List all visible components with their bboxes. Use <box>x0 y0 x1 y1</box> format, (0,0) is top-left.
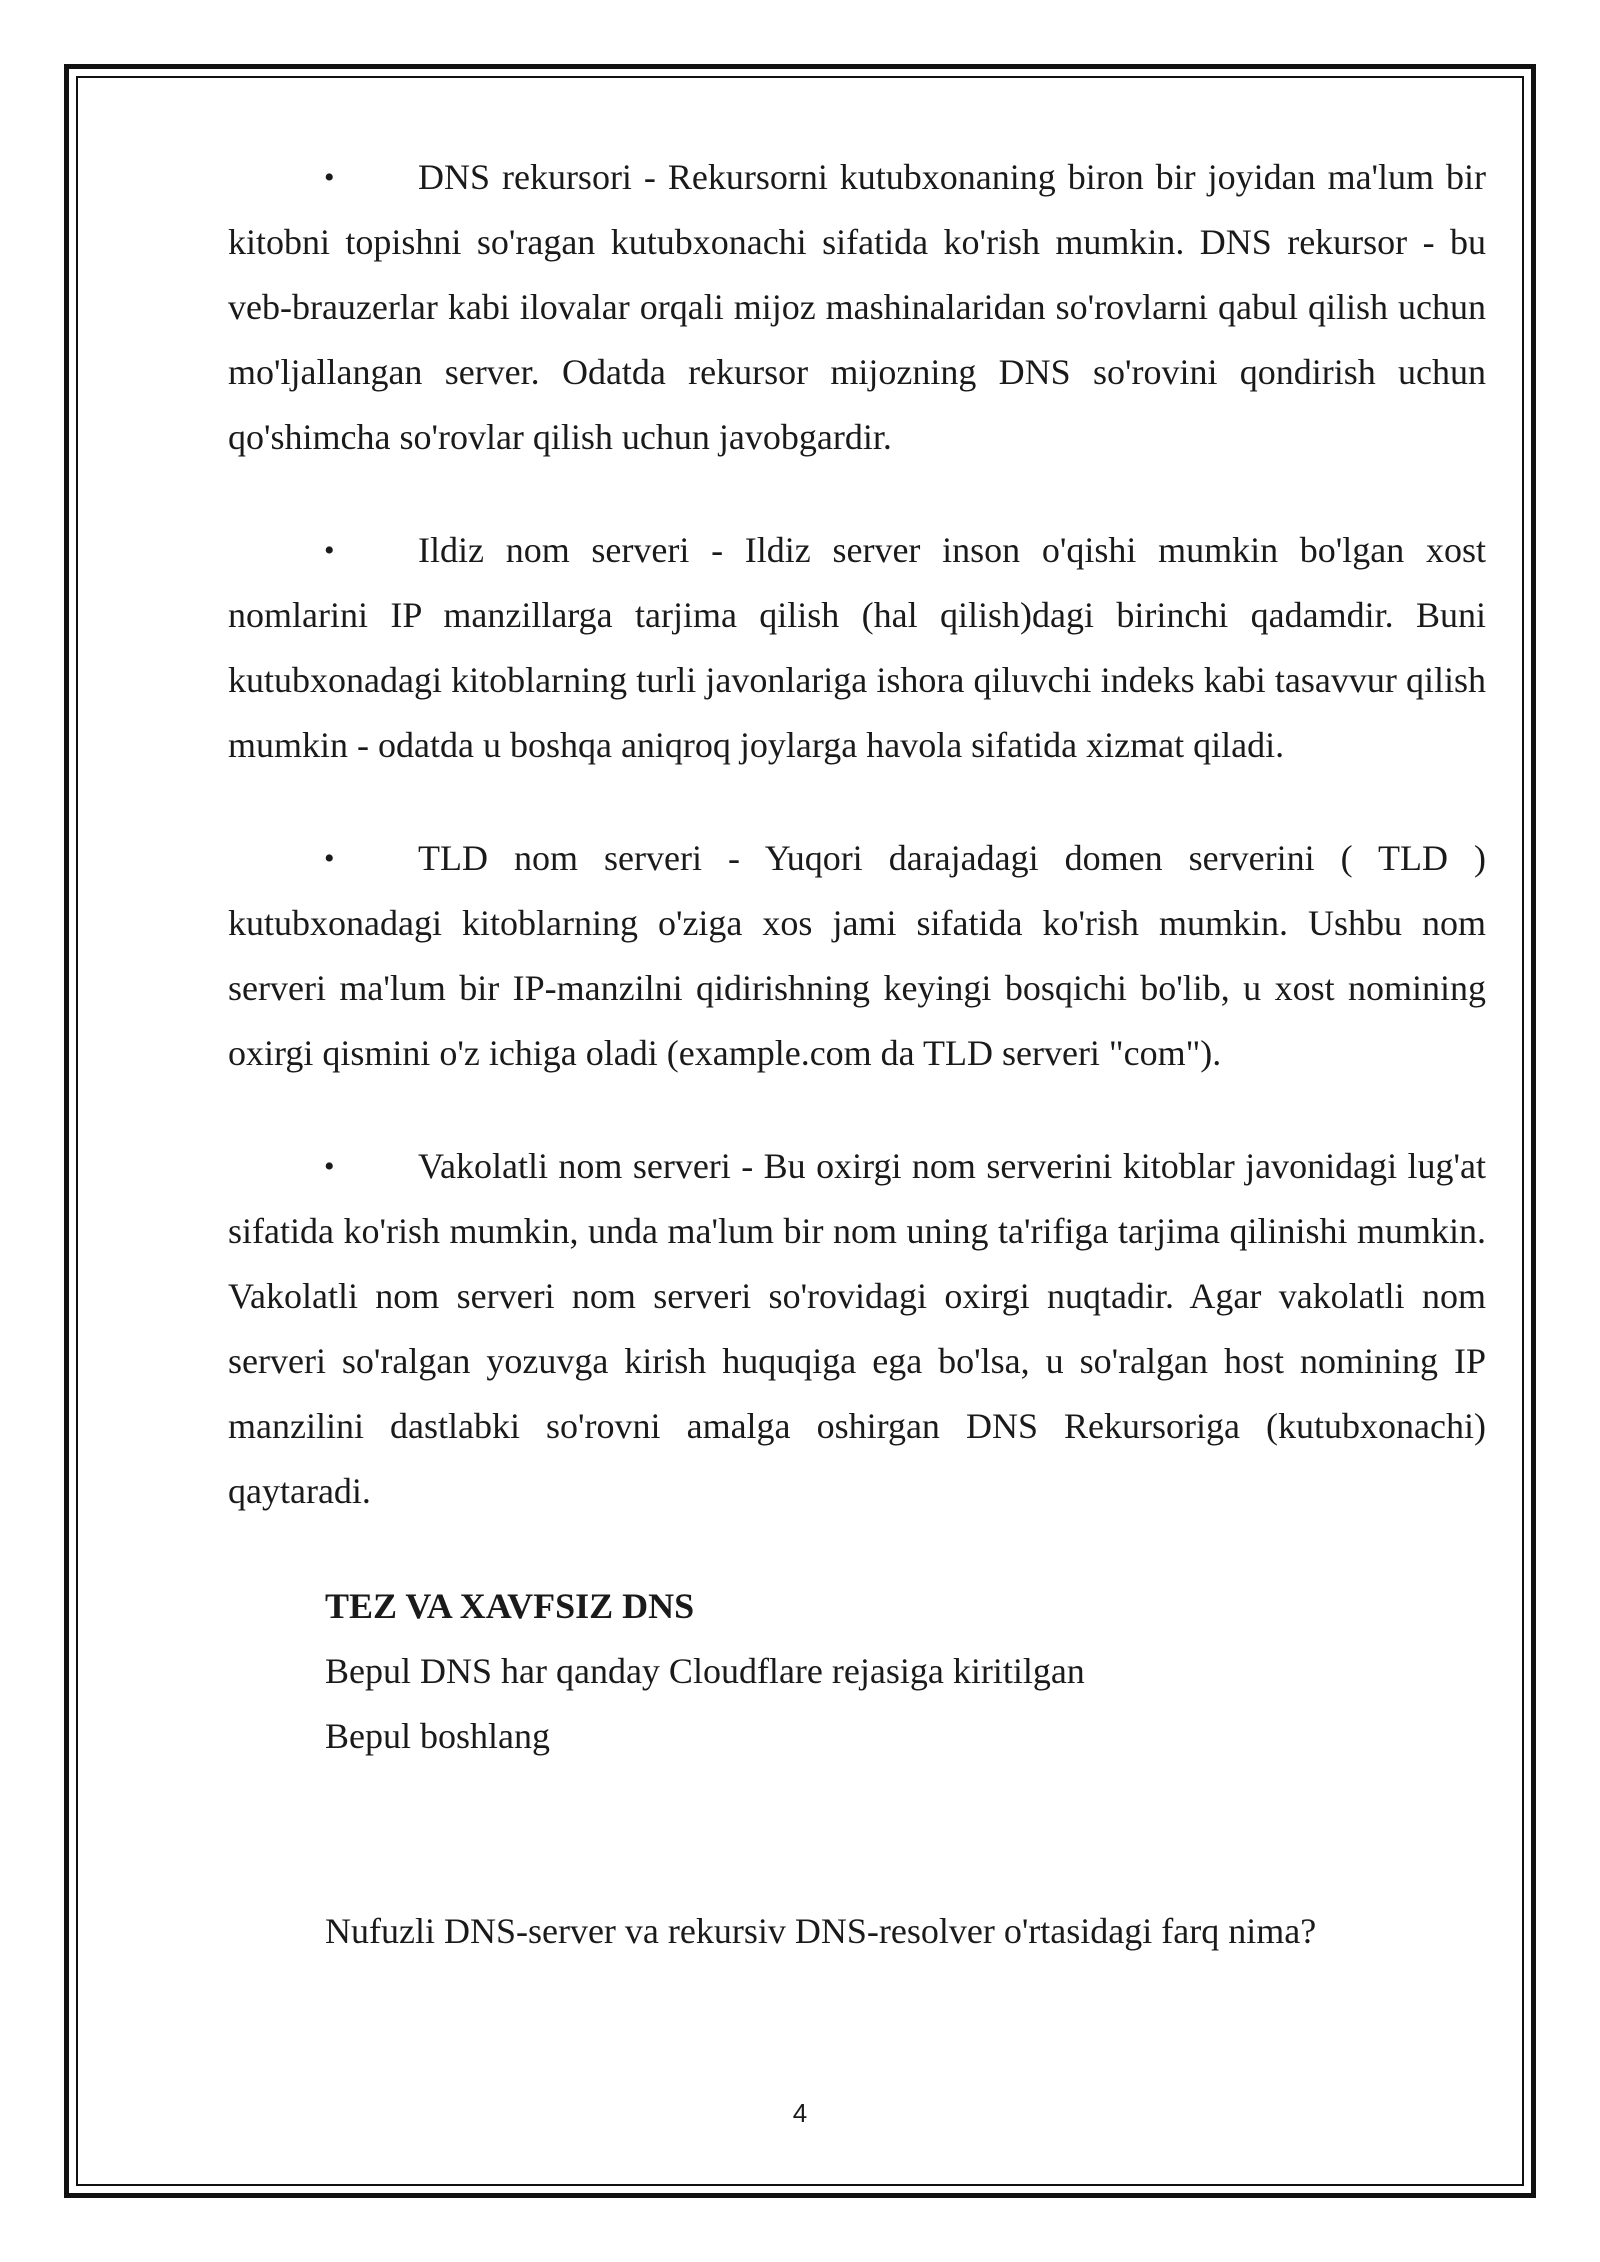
promo-block <box>325 1574 1486 1769</box>
bullet-text: Ildiz nom serveri - Ildiz server inson o'qishi mumkin bo'lgan xost nomlarini IP manzillarga tarjima qilish (hal qilish)dagi birinchi qadamdir. Buni kutubxonadagi kitoblarning turli javonlariga ishora qiluvchi indeks kabi tasavvur qilish mumkin - odatda u boshqa aniqroq joylarga havola sifatida xizmat qiladi. <box>228 530 1486 765</box>
bullet-icon: • <box>324 1150 335 1183</box>
promo-cta-text: Bepul boshlang <box>325 1716 550 1756</box>
bullet-icon: • <box>324 842 335 875</box>
promo-line: Bepul DNS har qanday Cloudflare rejasiga kiritilgan <box>325 1651 1085 1691</box>
bullet-icon: • <box>324 534 335 567</box>
page-content <box>228 145 1486 1964</box>
question-text: Nufuzli DNS-server va rekursiv DNS-resolver o'rtasidagi farq nima? <box>325 1911 1317 1951</box>
bullet-text: Vakolatli nom serveri - Bu oxirgi nom serverini kitoblar javonidagi lug'at sifatida ko'rish mumkin, unda ma'lum bir nom uning ta'rifiga tarjima qilinishi mumkin. Vakolatli nom serveri nom serveri so'rovidagi oxirgi nuqtadir. Agar vakolatli nom serveri so'ralgan yozuvga kirish huquqiga ega bo'lsa, u so'ralgan host nomining IP manzilini dastlabki so'rovni amalga oshirgan DNS Rekursoriga (kutubxonachi) qaytaradi. <box>228 1146 1486 1511</box>
bullet-paragraph-authoritative-nameserver <box>228 1134 1486 1524</box>
bullet-text: TLD nom serveri - Yuqori darajadagi domen serverini ( TLD ) kutubxonadagi kitoblarning o'ziga xos jami sifatida ko'rish mumkin. Ushbu nom serveri ma'lum bir IP-manzilni qidirishning keyingi bosqichi bo'lib, u xost nomining oxirgi qismini o'z ichiga oladi (example.com da TLD serveri "com"). <box>228 838 1486 1073</box>
bullet-paragraph-tld-nameserver <box>228 826 1486 1086</box>
bullet-text: DNS rekursori - Rekursorni kutubxonaning biron bir joyidan ma'lum bir kitobni topishni so'ragan kutubxonachi sifatida ko'rish mumkin. DNS rekursor - bu veb-brauzerlar kabi ilovalar orqali mijoz mashinalaridan so'rovlarni qabul qilish uchun mo'ljallangan server. Odatda rekursor mijozning DNS so'rovini qondirish uchun qo'shimcha so'rovlar qilish uchun javobgardir. <box>228 157 1486 457</box>
bullet-paragraph-root-nameserver <box>228 518 1486 778</box>
bullet-icon: • <box>324 161 335 194</box>
page-number: 4 <box>792 2098 808 2128</box>
bullet-paragraph-dns-recursor <box>228 145 1486 470</box>
promo-heading: TEZ VA XAVFSIZ DNS <box>325 1586 695 1626</box>
